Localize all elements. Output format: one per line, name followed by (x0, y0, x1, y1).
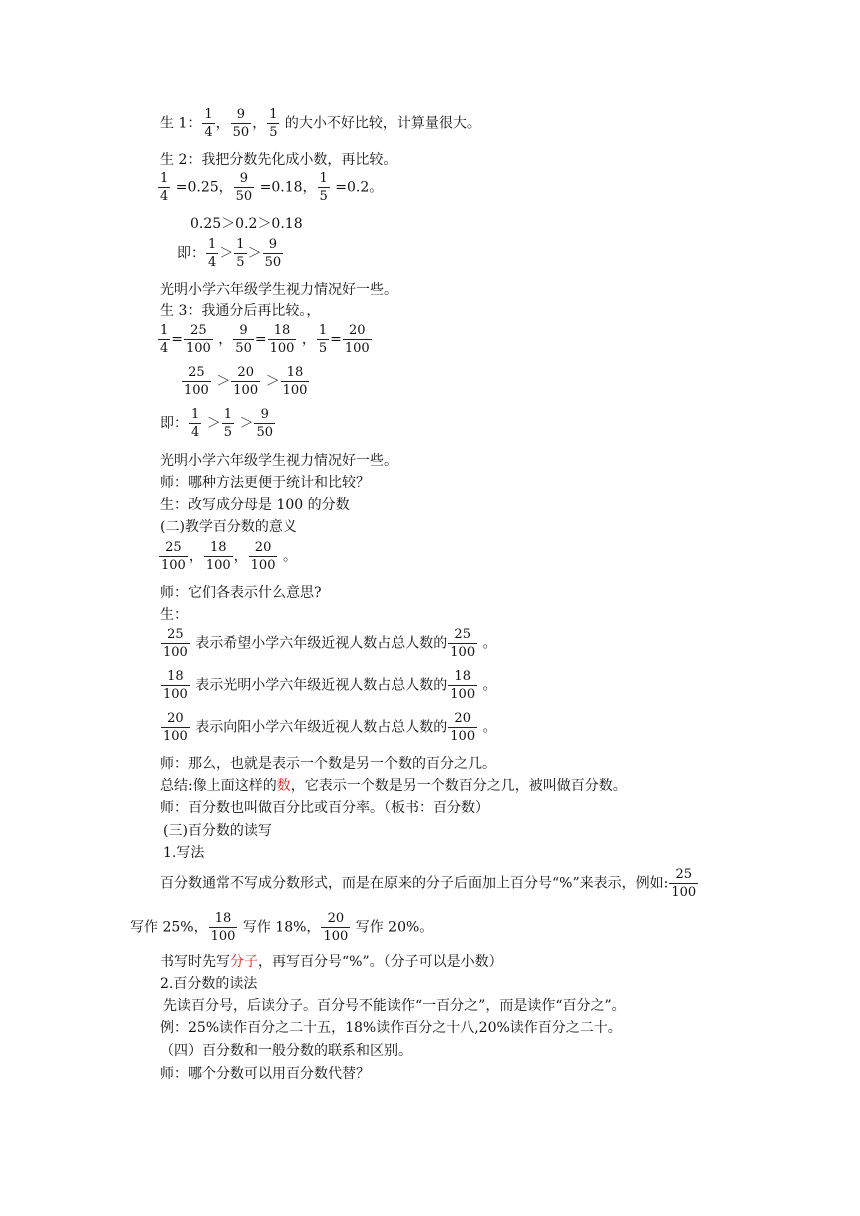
numerator: 9 (233, 322, 254, 340)
fraction (234, 236, 246, 271)
line-reading-body: 先读百分号，后读分子。百分号不能读作“一百分之”，而是读作“百分之”。 (163, 998, 626, 1014)
text: =0.2。 (335, 179, 384, 196)
fraction (158, 170, 170, 205)
denominator: 5 (223, 425, 233, 440)
denominator: 4 (160, 341, 169, 356)
equals: = (254, 331, 267, 348)
denominator: 100 (233, 383, 259, 398)
numerator: 9 (234, 170, 255, 188)
denominator: 100 (250, 558, 276, 573)
fraction (268, 322, 297, 357)
fraction (206, 236, 218, 271)
text: 。 (482, 719, 497, 736)
meaning-row (160, 668, 497, 703)
denominator: 100 (163, 645, 188, 660)
line-student3: 生 3：我通分后再比较。， (160, 303, 321, 319)
fraction (209, 910, 238, 945)
text: 生 1： (160, 115, 202, 132)
fraction (318, 170, 330, 205)
numerator: 25 (161, 626, 190, 644)
fraction (281, 364, 310, 399)
line-teacher-1: 师：哪种方法更便于统计和比较？ (160, 475, 370, 491)
fraction (222, 406, 234, 441)
numerator: 1 (160, 171, 169, 186)
line-writing-body (160, 866, 699, 901)
greater-than: ＞ (219, 245, 234, 262)
line-reading-example: 例：25%读作百分之二十五，18%读作百分之十八,20%读作百分之二十。 (160, 1020, 622, 1036)
numerator: 1 (191, 407, 200, 422)
line-decimal-inequality: 0.25＞0.2＞0.18 (190, 216, 303, 232)
fraction (448, 710, 477, 745)
denominator: 5 (236, 255, 245, 270)
equals: = (330, 331, 342, 348)
text: =0.18， (259, 179, 317, 196)
greater-than: ＞ (247, 245, 262, 262)
text: 总结:像上面这样的 (160, 778, 277, 794)
denominator: 100 (205, 558, 231, 573)
fraction (317, 322, 329, 357)
text: 即： (160, 415, 188, 432)
greater-than: ＞ (206, 415, 221, 432)
text: 。 (482, 635, 497, 652)
numerator: 1 (318, 323, 328, 338)
text: ，它表示一个数是另一个数百分之几，被叫做百分数。 (290, 778, 627, 794)
numerator: 25 (448, 626, 477, 644)
text: 即： (177, 245, 205, 262)
text: ， (252, 115, 267, 132)
denominator: 100 (450, 729, 476, 744)
text: 表示光明小学六年级近视人数占总人数的 (195, 677, 448, 694)
text: 的大小不好比较，计算量很大。 (284, 115, 481, 132)
fraction (189, 406, 201, 441)
denominator: 100 (282, 383, 308, 398)
highlight-text: 数 (276, 778, 291, 794)
text: 表示向阳小学六年级近视人数占总人数的 (195, 719, 448, 736)
numerator: 25 (669, 866, 698, 884)
subsection-writing: 1.写法 (163, 845, 205, 861)
denominator: 50 (256, 425, 274, 440)
section-3-heading: (三)百分数的读写 (163, 823, 272, 839)
line-writing-order (160, 952, 503, 972)
line-guangming-2: 光明小学六年级学生视力情况好一些。 (160, 453, 398, 469)
denominator: 50 (264, 255, 282, 270)
fraction (202, 106, 214, 141)
numerator: 20 (249, 539, 278, 557)
text: 表示希望小学六年级近视人数占总人数的 (195, 635, 448, 652)
line-ji2 (160, 406, 276, 441)
fraction (448, 668, 477, 703)
numerator: 18 (448, 668, 477, 686)
numerator: 1 (319, 171, 328, 186)
text: ， (233, 548, 248, 565)
numerator: 9 (263, 236, 284, 254)
numerator: 18 (204, 539, 233, 557)
text: ， (301, 331, 316, 348)
numerator: 18 (268, 322, 297, 340)
text: 写作 20%。 (355, 919, 434, 936)
fraction (448, 626, 477, 661)
denominator: 4 (160, 189, 169, 204)
denominator: 100 (450, 645, 476, 660)
numerator: 18 (209, 910, 238, 928)
text: ， (188, 548, 203, 565)
text: 写作 25%， (130, 919, 208, 936)
greater-than: ＞ (239, 415, 254, 432)
numerator: 1 (269, 107, 278, 122)
line-summary (160, 776, 627, 796)
denominator: 100 (210, 929, 236, 944)
denominator: 5 (319, 189, 328, 204)
line-guangming-1: 光明小学六年级学生视力情况好一些。 (160, 282, 398, 298)
line-percent-inequality (181, 364, 310, 399)
numerator: 9 (254, 406, 275, 424)
fraction (161, 626, 190, 661)
text: ， (218, 331, 233, 348)
fraction (184, 322, 213, 357)
line-student-answer-2: 生： (160, 607, 188, 623)
meaning-row (160, 710, 497, 745)
denominator: 100 (186, 341, 211, 356)
line-ji1 (177, 236, 284, 271)
numerator: 20 (231, 364, 260, 382)
numerator: 25 (159, 539, 188, 557)
denominator: 100 (323, 929, 349, 944)
numerator: 20 (161, 710, 190, 728)
fraction (158, 322, 170, 357)
line-teacher-3: 师：那么，也就是表示一个数是另一个数的百分之几。 (160, 756, 496, 772)
fraction (231, 106, 252, 141)
fraction (249, 539, 278, 574)
line-student1 (160, 106, 481, 141)
line-student2: 生 2：我把分数先化成小数，再比较。 (160, 152, 398, 168)
numerator: 20 (448, 710, 477, 728)
denominator: 100 (163, 729, 188, 744)
denominator: 100 (269, 341, 295, 356)
text: 。 (282, 548, 297, 565)
fraction (231, 364, 260, 399)
denominator: 5 (269, 125, 278, 140)
text: ，再写百分号“%”。（分子可以是小数） (258, 954, 503, 970)
denominator: 4 (191, 425, 200, 440)
fraction (161, 668, 190, 703)
denominator: 4 (204, 125, 213, 140)
line-three-fractions (158, 539, 297, 574)
line-teacher-4: 师：百分数也叫做百分比或百分率。（板书：百分数） (160, 800, 489, 816)
fraction (182, 364, 211, 399)
greater-than: ＞ (216, 373, 231, 390)
fraction (159, 539, 188, 574)
denominator: 50 (235, 341, 252, 356)
line-teacher-5: 师：哪个分数可以用百分数代替？ (160, 1066, 370, 1082)
highlight-text: 分子 (230, 954, 258, 970)
subsection-reading: 2.百分数的读法 (160, 976, 258, 992)
denominator: 100 (184, 383, 209, 398)
numerator: 25 (184, 322, 213, 340)
line-decimal-equations (157, 170, 383, 205)
numerator: 9 (231, 106, 252, 124)
numerator: 18 (281, 364, 310, 382)
text: 写作 18%， (242, 919, 321, 936)
text: =0.25， (175, 179, 233, 196)
numerator: 1 (236, 237, 245, 252)
section-4-heading: （四）百分数和一般分数的联系和区别。 (160, 1043, 412, 1059)
equals: = (171, 331, 184, 348)
numerator: 20 (321, 910, 350, 928)
meaning-row (160, 626, 497, 661)
fraction (233, 322, 254, 357)
text: 书写时先写 (160, 954, 230, 970)
numerator: 1 (223, 407, 233, 422)
fraction (267, 106, 279, 141)
denominator: 100 (161, 558, 186, 573)
fraction (321, 910, 350, 945)
denominator: 50 (235, 189, 253, 204)
greater-than: ＞ (265, 373, 280, 390)
numerator: 1 (204, 107, 213, 122)
numerator: 25 (182, 364, 211, 382)
numerator: 1 (160, 323, 169, 338)
section-2-heading: (二)教学百分数的意义 (160, 519, 297, 535)
text: ， (215, 115, 230, 132)
fraction (161, 710, 190, 745)
numerator: 20 (343, 322, 372, 340)
line-teacher-2: 师：它们各表示什么意思? (160, 585, 322, 601)
text: 百分数通常不写成分数形式，而是在原来的分子后面加上百分号“%”来表示，例如: (160, 875, 669, 892)
denominator: 100 (344, 341, 370, 356)
numerator: 1 (208, 237, 217, 252)
line-writing-examples (130, 910, 433, 945)
fraction (343, 322, 372, 357)
denominator: 100 (163, 687, 188, 702)
fraction (669, 866, 698, 901)
fraction (254, 406, 275, 441)
fraction (204, 539, 233, 574)
numerator: 18 (161, 668, 190, 686)
denominator: 100 (671, 885, 697, 900)
line-student-answer-1: 生：改写成分母是 100 的分数 (160, 497, 350, 513)
denominator: 50 (232, 125, 250, 140)
denominator: 5 (318, 341, 328, 356)
fraction (234, 170, 255, 205)
fraction (263, 236, 284, 271)
line-common-denominator (157, 322, 373, 357)
denominator: 4 (208, 255, 217, 270)
text: 。 (482, 677, 497, 694)
denominator: 100 (450, 687, 476, 702)
